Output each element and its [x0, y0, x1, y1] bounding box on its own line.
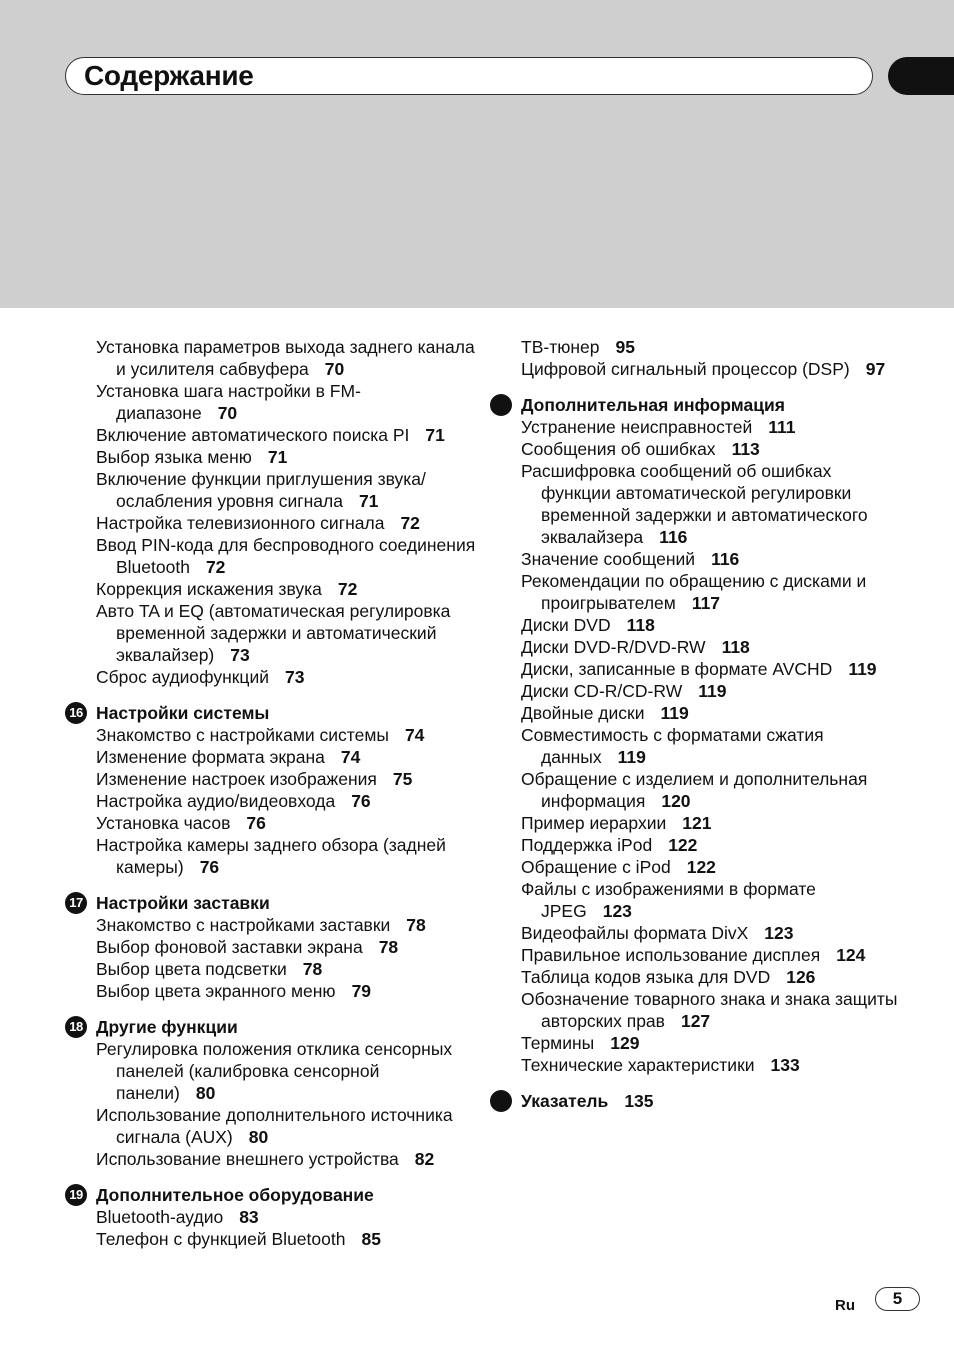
toc-entry-page: 76 [246, 813, 266, 833]
toc-entry-text: Изменение настроек изображения [96, 769, 377, 789]
toc-entry[interactable] [96, 512, 476, 534]
toc-entry-page: 97 [865, 359, 886, 379]
toc-section [69, 1016, 476, 1170]
toc-entry-text: Обращение с изделием и дополнительная информация [521, 769, 868, 811]
toc-entry[interactable] [96, 768, 476, 790]
toc-section [69, 1184, 476, 1250]
toc-entry-text: Рекомендации по обращению с дисками и проигрывателем [521, 571, 867, 613]
toc-entry[interactable] [521, 336, 901, 358]
section-title: Указатель [521, 1091, 609, 1111]
toc-entry-text: Совместимость с форматами сжатия данных [521, 725, 824, 767]
toc-entry[interactable] [521, 680, 901, 702]
toc-entry-page: 120 [661, 791, 691, 811]
toc-entry-page: 71 [358, 491, 379, 511]
toc-entry-page: 118 [626, 615, 655, 635]
toc-entry-text: Коррекция искажения звука [96, 579, 322, 599]
section-title: Настройки заставки [96, 893, 270, 913]
toc-entry-text: Диски, записанные в формате AVCHD [521, 659, 833, 679]
toc-entry[interactable] [96, 1104, 476, 1148]
toc-entry[interactable] [96, 958, 476, 980]
toc-entry-text: Диски CD-R/CD-RW [521, 681, 683, 701]
chapter-number-badge: 18 [65, 1016, 87, 1038]
language-code: Ru [835, 1297, 855, 1314]
toc-entry-page: 116 [711, 549, 740, 569]
toc-entry-page: 71 [267, 447, 288, 467]
chapter-tab [888, 57, 954, 95]
toc-entry-text: Регулировка положения отклика сенсорных панелей (калибровка сенсорной панели) [96, 1039, 453, 1103]
chapter-number-badge: 17 [65, 892, 87, 914]
toc-entry-text: Телефон с функцией Bluetooth [96, 1229, 346, 1249]
toc-entry-text: Обращение с iPod [521, 857, 671, 877]
toc-entry[interactable] [96, 1148, 476, 1170]
section-title: Дополнительная информация [521, 395, 785, 415]
toc-entry[interactable] [96, 1228, 476, 1250]
chapter-number-badge [490, 394, 512, 416]
toc-entry-page: 113 [731, 439, 760, 459]
toc-section [69, 702, 476, 878]
toc-entry-text: Таблица кодов языка для DVD [521, 967, 771, 987]
toc-entry-page: 70 [217, 403, 238, 423]
toc-entry-text: Bluetooth-аудио [96, 1207, 224, 1227]
toc-entry-text: Обозначение товарного знака и знака защиты авторских прав [521, 989, 898, 1031]
toc-entry-text: Ввод PIN-кода для беспроводного соединения Bluetooth [96, 535, 476, 577]
toc-entry[interactable] [96, 980, 476, 1002]
toc-entry[interactable] [521, 856, 901, 878]
page-title: Содержание [84, 60, 254, 91]
toc-section [521, 394, 901, 1076]
toc-entry-page: 116 [659, 527, 688, 547]
toc-entry-page: 126 [786, 967, 816, 987]
toc-entry-page: 119 [698, 681, 727, 701]
toc-entry[interactable] [96, 834, 476, 878]
toc-entry-page: 76 [199, 857, 220, 877]
section-title: Настройки системы [96, 703, 270, 723]
toc-entry-page: 78 [378, 937, 399, 957]
toc-entry-text: Выбор фоновой заставки экрана [96, 937, 363, 957]
toc-entry[interactable] [521, 834, 901, 856]
toc-entry-page: 119 [660, 703, 689, 723]
toc-section [96, 336, 476, 688]
toc-entry-page: 72 [337, 579, 358, 599]
toc-entry-text: Сброс аудиофункций [96, 667, 270, 687]
toc-entry-text: Знакомство с настройками заставки [96, 915, 391, 935]
toc-entry[interactable] [96, 1038, 476, 1104]
toc-entry-text: Значение сообщений [521, 549, 696, 569]
toc-entry-page: 80 [195, 1083, 216, 1103]
toc-entry[interactable] [521, 966, 901, 988]
section-heading[interactable] [69, 1016, 476, 1038]
toc-entry[interactable] [521, 438, 901, 460]
section-heading[interactable] [521, 394, 901, 416]
toc-entry[interactable] [96, 380, 476, 424]
toc-entry[interactable] [96, 812, 476, 834]
toc-entry-text: Настройка аудио/видеовхода [96, 791, 336, 811]
toc-entry-text: Поддержка iPod [521, 835, 653, 855]
toc-entry-page: 133 [770, 1055, 800, 1075]
toc-entry-page: 72 [205, 557, 226, 577]
toc-entry-page: 80 [248, 1127, 269, 1147]
toc-entry-page: 95 [615, 337, 635, 357]
toc-entry-text: Технические характеристики [521, 1055, 755, 1075]
toc-entry-page: 73 [285, 667, 305, 687]
toc-entry-page: 70 [324, 359, 345, 379]
section-heading[interactable] [69, 702, 476, 724]
toc-section [521, 336, 901, 380]
toc-entry[interactable] [96, 600, 476, 666]
toc-entry[interactable] [521, 570, 901, 614]
toc-entry[interactable] [521, 358, 901, 380]
toc-entry-text: Двойные диски [521, 703, 645, 723]
toc-entry-text: Устранение неисправностей [521, 417, 753, 437]
toc-entry-text: Термины [521, 1033, 595, 1053]
toc-entry-page: 72 [400, 513, 420, 533]
toc-entry[interactable] [96, 936, 476, 958]
toc-entry-text: ТВ-тюнер [521, 337, 600, 357]
toc-left-column [69, 336, 476, 1250]
toc-entry[interactable] [521, 812, 901, 834]
chapter-number-badge: 19 [65, 1184, 87, 1206]
toc-entry-text: Диски DVD-R/DVD-RW [521, 637, 706, 657]
toc-entry-page: 78 [302, 959, 323, 979]
section-title: Дополнительное оборудование [96, 1185, 374, 1205]
toc-entry[interactable] [521, 1054, 901, 1076]
toc-entry-text: Выбор цвета экранного меню [96, 981, 336, 1001]
toc-entry[interactable] [96, 790, 476, 812]
toc-entry-text: Изменение формата экрана [96, 747, 325, 767]
chapter-number-badge: 16 [65, 702, 87, 724]
toc-entry-page: 119 [617, 747, 646, 767]
section-title: Другие функции [96, 1017, 238, 1037]
toc-entry-page: 74 [340, 747, 361, 767]
toc-entry[interactable] [521, 724, 901, 768]
toc-entry-text: Установка шага настройки в FM-диапазоне [96, 381, 361, 423]
toc-entry-text: Включение автоматического поиска PI [96, 425, 410, 445]
toc-entry-text: Использование дополнительного источника сигнала (AUX) [96, 1105, 453, 1147]
toc-entry-text: Видеофайлы формата DivX [521, 923, 749, 943]
toc-entry-text: Выбор цвета подсветки [96, 959, 287, 979]
toc-entry-page: 118 [721, 637, 750, 657]
toc-entry[interactable] [521, 988, 901, 1032]
toc-entry[interactable] [96, 468, 476, 512]
toc-entry-page: 122 [668, 835, 698, 855]
toc-entry-page: 121 [682, 813, 712, 833]
toc-entry[interactable] [521, 702, 901, 724]
toc-entry-page: 123 [602, 901, 632, 921]
toc-entry-page: 123 [764, 923, 794, 943]
toc-entry-text: Пример иерархии [521, 813, 667, 833]
toc-entry-page: 83 [239, 1207, 259, 1227]
header-band [0, 0, 954, 308]
toc-entry[interactable] [96, 446, 476, 468]
toc-entry[interactable] [521, 944, 901, 966]
toc-section [69, 892, 476, 1002]
toc-entry-text: Установка часов [96, 813, 231, 833]
toc-entry-text: Расшифровка сообщений об ошибках функции автоматической регулировки временной задержки и автоматического эквалайзера [521, 461, 868, 547]
toc-entry-text: Диски DVD [521, 615, 611, 635]
toc-entry[interactable] [521, 878, 901, 922]
toc-entry[interactable] [96, 724, 476, 746]
toc-right-column [521, 336, 901, 1112]
toc-entry-page: 117 [691, 593, 721, 613]
toc-entry[interactable] [96, 534, 476, 578]
section-page-number: 135 [624, 1091, 654, 1111]
toc-entry-text: Включение функции приглушения звука/ослабления уровня сигнала [96, 469, 426, 511]
toc-entry-text: Установка параметров выхода заднего канала и усилителя сабвуфера [96, 337, 475, 379]
toc-entry-text: Цифровой сигнальный процессор (DSP) [521, 359, 850, 379]
section-heading[interactable] [521, 1090, 901, 1112]
toc-entry-text: Использование внешнего устройства [96, 1149, 399, 1169]
toc-entry-page: 73 [230, 645, 250, 665]
toc-entry[interactable] [521, 768, 901, 812]
toc-entry-page: 124 [836, 945, 866, 965]
toc-entry[interactable] [521, 922, 901, 944]
toc-entry-page: 75 [392, 769, 413, 789]
toc-entry-page: 78 [406, 915, 426, 935]
section-heading[interactable] [69, 1184, 476, 1206]
toc-entry[interactable] [521, 614, 901, 636]
toc-entry[interactable] [96, 578, 476, 600]
toc-entry-page: 76 [351, 791, 371, 811]
toc-entry-text: Настройка камеры заднего обзора (задней камеры) [96, 835, 446, 877]
toc-entry[interactable] [96, 746, 476, 768]
toc-entry[interactable] [521, 636, 901, 658]
toc-entry-text: Сообщения об ошибках [521, 439, 716, 459]
toc-entry-page: 111 [768, 417, 796, 437]
toc-entry-page: 82 [414, 1149, 435, 1169]
toc-entry-page: 74 [404, 725, 425, 745]
toc-entry[interactable] [521, 460, 901, 548]
toc-entry[interactable] [521, 416, 901, 438]
toc-entry[interactable] [521, 548, 901, 570]
toc-entry-page: 85 [361, 1229, 381, 1249]
section-heading[interactable] [69, 892, 476, 914]
toc-entry-text: Знакомство с настройками системы [96, 725, 389, 745]
toc-entry[interactable] [96, 666, 476, 688]
toc-entry[interactable] [521, 658, 901, 680]
toc-entry-text: Правильное использование дисплея [521, 945, 821, 965]
toc-entry-text: Выбор языка меню [96, 447, 252, 467]
chapter-number-badge [490, 1090, 512, 1112]
title-bar [65, 57, 873, 95]
toc-entry-page: 79 [351, 981, 372, 1001]
toc-entry[interactable] [96, 914, 476, 936]
toc-entry-page: 119 [848, 659, 877, 679]
toc-entry-text: Настройка телевизионного сигнала [96, 513, 385, 533]
toc-entry[interactable] [96, 336, 476, 380]
page-number: 5 [875, 1287, 920, 1311]
toc-entry-page: 71 [425, 425, 445, 445]
toc-section [521, 1090, 901, 1112]
toc-entry[interactable] [96, 424, 476, 446]
toc-entry-text: Авто TA и EQ (автоматическая регулировка временной задержки и автоматический эквалайзер) [96, 601, 451, 665]
toc-entry-page: 122 [686, 857, 716, 877]
toc-entry[interactable] [521, 1032, 901, 1054]
toc-entry-page: 129 [610, 1033, 640, 1053]
toc-entry-text: Файлы с изображениями в формате JPEG [521, 879, 816, 921]
toc-entry-page: 127 [680, 1011, 711, 1031]
toc-entry[interactable] [96, 1206, 476, 1228]
